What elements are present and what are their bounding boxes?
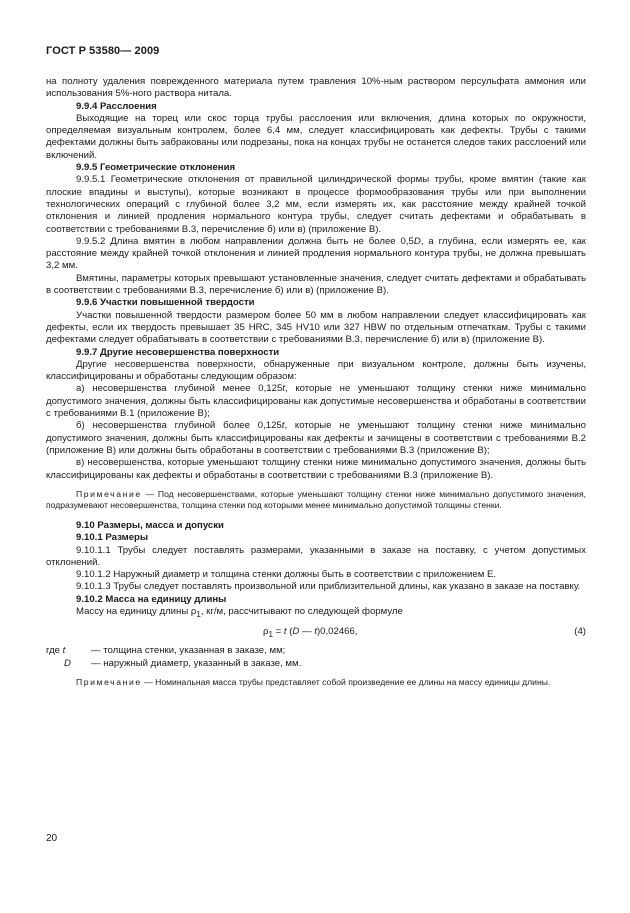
- formula-number: (4): [574, 626, 586, 638]
- list-item-b: б) несовершенства глубиной более 0,125t, которые не уменьшают толщину стенки ниже минимально допустимого значения, должны быть классифицированы как дефекты и зачищены в соответствии с требованиями В.2 (приложение В) или должны быть обработаны в соответствии с требованиями В.3 (приложение В);: [46, 420, 587, 456]
- heading-9-9-5: 9.9.5 Геометрические отклонения: [76, 162, 236, 174]
- heading-9-10-1: 9.10.1 Размеры: [76, 532, 149, 544]
- paragraph-9-9-4: Выходящие на торец или скос торца трубы расслоения или включения, длина которых по окружности, определяемая визуальным контролем, более 6,4 мм, следует классифицировать как дефекты. Трубы с такими дефектами должны быть забракованы или подрезаны, пока на концах трубы не останется следов таких расслоений или включений.: [46, 112, 586, 161]
- paragraph-9-9-5-2-dents: Вмятины, параметры которых превышают установленные значения, следует считать дефектами и обрабатывать в соответствии с требованиями В.3, перечисление б) или в) (приложение В).: [46, 272, 586, 297]
- paragraph-9-10-1-2: 9.10.1.2 Наружный диаметр и толщина стенки должны быть в соответствии с приложением Е.: [76, 569, 497, 581]
- paragraph-continuation: на полноту удаления поврежденного материала путем травления 10%-ным раствором персульфата аммония или использования 5%-ного раствора нитала.: [46, 76, 586, 100]
- paragraph-9-9-5-2: 9.9.5.2 Длина вмятин в любом направлении должна быть не более 0,5D, а глубина, если измерять ее, как расстояние между крайней точкой отклонения и линией продления нормального контура трубы, не должна превышать 3,2 мм.: [46, 235, 586, 272]
- standard-header: ГОСТ Р 53580— 2009: [46, 45, 160, 57]
- definition-t: где t — толщина стенки, указанная в заказе, мм;: [46, 645, 286, 657]
- document-body: [46, 76, 586, 688]
- heading-9-9-4: 9.9.4 Расслоения: [76, 100, 157, 112]
- paragraph-9-9-5-1: 9.9.5.1 Геометрические отклонения от правильной цилиндрической формы трубы, кроме вмятин (такие как плоские впадины и выступы), которые возникают в процессе формообразования трубы или при выполнении технологических операций с глубиной более 3,2 мм, если измерять их, как расстояние между крайней точкой отклонения и линией продления нормального контура трубы, следует считать дефектами и обрабатывать в соответствии с требованиями В.3, перечисление б) или в) (приложение В).: [46, 174, 586, 235]
- paragraph-9-9-7: Другие несовершенства поверхности, обнаруженные при визуальном контроле, должны быть изучены, классифицированы и обработаны следующим образом:: [46, 358, 586, 383]
- list-item-c: в) несовершенства, которые уменьшают толщину стенки ниже минимально допустимого значения, должны быть классифицированы как дефекты и обработаны в соответствии с требованиями В.3 (приложение В).: [46, 457, 586, 481]
- paragraph-9-10-1-3: 9.10.1.3 Трубы следует поставлять произвольной или приблизительной длины, как указано в заказе на поставку.: [76, 581, 581, 593]
- mass-formula: [46, 623, 586, 640]
- heading-9-10-2: 9.10.2 Масса на единицу длины: [76, 593, 227, 605]
- heading-9-9-6: 9.9.6 Участки повышенной твердости: [76, 297, 255, 309]
- note-imperfections: Примечание — Под несовершенствами, которые уменьшают толщину стенки ниже минимально допустимого значения, подразумевают несовершенства, толщина стенки под которыми менее минимально допустимой толщины стенки.: [46, 488, 586, 511]
- heading-9-9-7: 9.9.7 Другие несовершенства поверхности: [76, 346, 280, 358]
- heading-9-10: 9.10 Размеры, масса и допуски: [76, 519, 224, 531]
- note-nominal-mass: Примечание — Номинальная масса трубы представляет собой произведение ее длины на массу единицы длины.: [76, 676, 551, 687]
- page-number: 20: [46, 833, 58, 844]
- paragraph-9-9-6: Участки повышенной твердости размером более 50 мм в любом направлении следует классифицировать как дефекты, если их твердость превышает 35 HRC, 345 HV10 или 327 HBW по отдельным отпечаткам. Трубы с такими дефектами следует обрабатывать в соответствии с требованиями В.3, перечисление б) или в) (приложение В).: [46, 309, 586, 346]
- paragraph-9-10-1-1: 9.10.1.1 Трубы следует поставлять размерами, указанными в заказе на поставку, с учетом допустимых отклонений.: [46, 544, 586, 568]
- formula-definitions: [46, 645, 586, 670]
- formula-expression: $\rho_1 = t$ (D — t)0,02466,: [263, 626, 358, 640]
- list-item-a: а) несовершенства глубиной менее 0,125t, которые не уменьшают толщину стенки ниже минимально допустимого значения, должны быть классифицированы как допустимые несовершенства и обработаны в соответствии с требованиями В.1 (приложение В);: [46, 383, 586, 420]
- paragraph-9-10-2: Массу на единицу длины $\rho_1$, кг/м, рассчитывают по следующей формуле: [76, 606, 403, 619]
- definition-d: D — наружный диаметр, указанный в заказе, мм.: [64, 657, 302, 669]
